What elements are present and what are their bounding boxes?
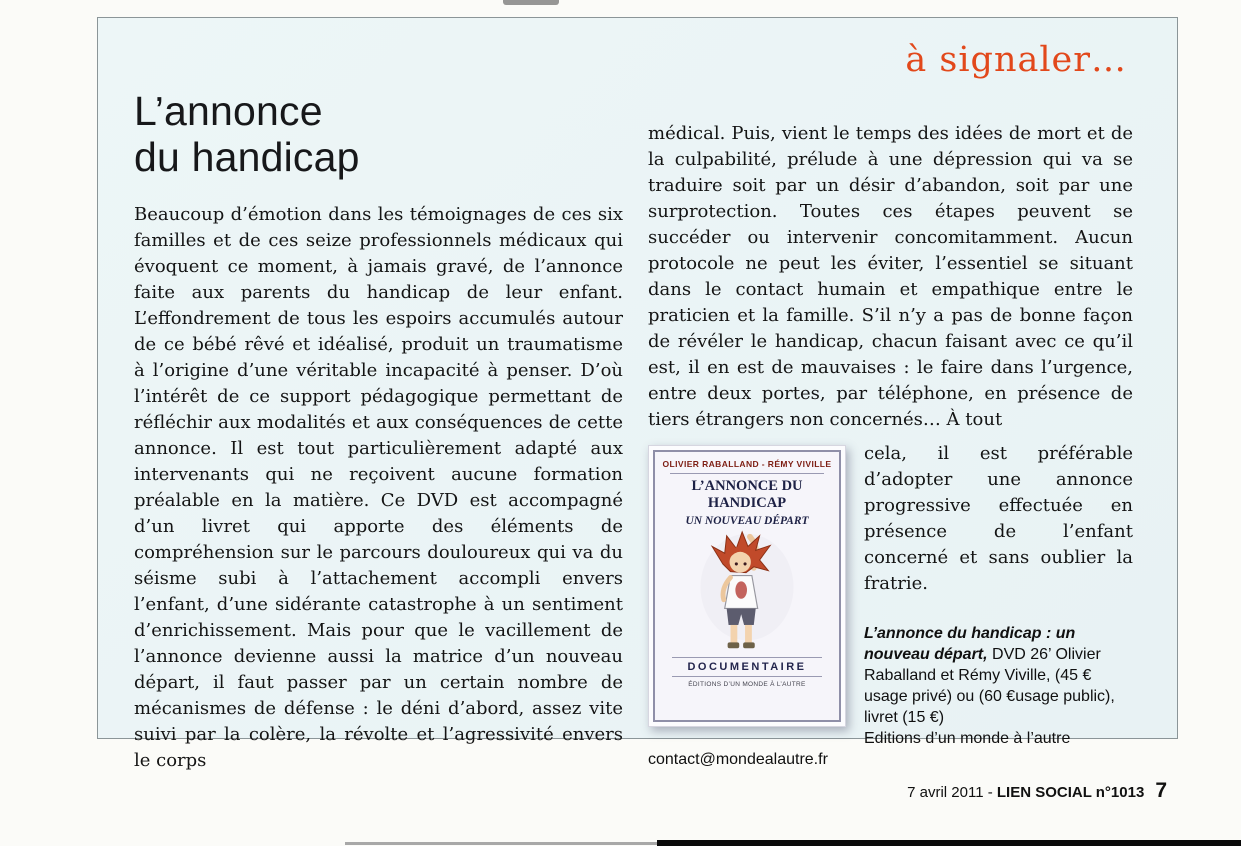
dvd-cover-image — [648, 445, 846, 727]
article-title-line1: L’annonce — [134, 88, 323, 134]
caption-contact: contact@mondealautre.fr — [648, 751, 828, 768]
right-column-text-part2: cela, il est préférable d’adopter une annonce progressive effectuée en présence de l’enfant concerné et sans oublier la fratrie. — [864, 443, 1133, 594]
left-column-text: Beaucoup d’émotion dans les témoignages de ces six familles et de ces seize professionnels médicaux qui évoquent ce moment, à jamais gravé, de l’annonce faite aux parents du handicap de leur enfant. L’effondrement de tous les espoirs accumulés autour de ce bébé rêvé et idéalisé, produit un traumatisme à l’origine d’une véritable incapacité à penser. D’où l’intérêt de ce support pédagogique permettant de réfléchir aux modalités et aux conséquences de cette annonce. Il est tout particulièrement adapté aux intervenants qui ne reçoivent aucune formation préalable en la matière. Ce DVD est accompagné d’un livret qui apporte des éléments de compréhension sur le parcours douloureux qui va du séisme subi à l’attachement accompli envers l’enfant, d’une sidérante catastrophe à un sentiment d’enrichissement. Mais pour que le vacillement de l’annonce devienne aussi la matrice d’un nouveau départ, il faut passer par un certain nombre de mécanismes de défense : le déni d’abord, assez vite suivi par la colère, la révolte et l’agressivité envers le corps — [134, 204, 623, 771]
caption-title: L’annonce du handicap : un nouveau départ, — [864, 625, 1076, 663]
right-column — [648, 88, 1133, 774]
scan-artifact-bottom-gray — [345, 842, 657, 845]
dvd-cover-genre: DOCUMENTAIRE — [672, 657, 822, 677]
scan-artifact-bottom — [657, 840, 1241, 846]
dvd-cover-subtitle: UN NOUVEAU DÉPART — [685, 515, 809, 527]
dvd-cover-publisher: ÉDITIONS D’UN MONDE À L’AUTRE — [688, 681, 806, 688]
dvd-cover-frame — [653, 450, 841, 722]
wrap-section — [648, 441, 1133, 770]
footer-page-number: 7 — [1155, 779, 1167, 802]
left-column — [134, 88, 623, 774]
footer-date: 7 avril 2011 - — [907, 784, 997, 801]
page-footer — [907, 779, 1167, 803]
article-title — [134, 88, 623, 180]
caption-details: DVD 26’ Olivier Raballand et Rémy Viville, (45 € usage privé) ou (60 €usage public), livret (15 €) — [864, 646, 1115, 726]
scan-artifact-top — [503, 0, 559, 5]
caption-publisher: Editions d’un monde à l’autre — [864, 730, 1071, 747]
article-columns — [134, 88, 1133, 774]
article-title-line2: du handicap — [134, 134, 360, 180]
dvd-cover-divider — [670, 473, 824, 474]
manga-girl-illustration — [672, 529, 822, 655]
footer-magazine: LIEN SOCIAL n°1013 — [996, 784, 1145, 801]
article-panel — [97, 17, 1178, 771]
dvd-cover-authors: OLIVIER RABALLAND - RÉMY VIVILLE — [662, 459, 832, 469]
dvd-cover-title: L’ANNONCE DU HANDICAP — [691, 478, 803, 511]
right-column-text-part1: médical. Puis, vient le temps des idées de mort et de la culpabilité, prélude à une dépression qui va se traduire soit par un désir d’abandon, soit par une surprotection. Toutes ces étapes peuvent se succéder ou intervenir concomitamment. Aucun protocole ne peut les éviter, l’essentiel se situant dans le contact humain et empathique entre le praticien et la famille. S’il n’y a pas de bonne façon de révéler le handicap, chacun faisant avec ce qu’il est, il en est de mauvaises : le faire dans l’urgence, entre deux portes, par téléphone, en présence de tiers étrangers non concernés… À tout — [648, 123, 1133, 430]
section-header: à signaler… — [905, 40, 1127, 80]
